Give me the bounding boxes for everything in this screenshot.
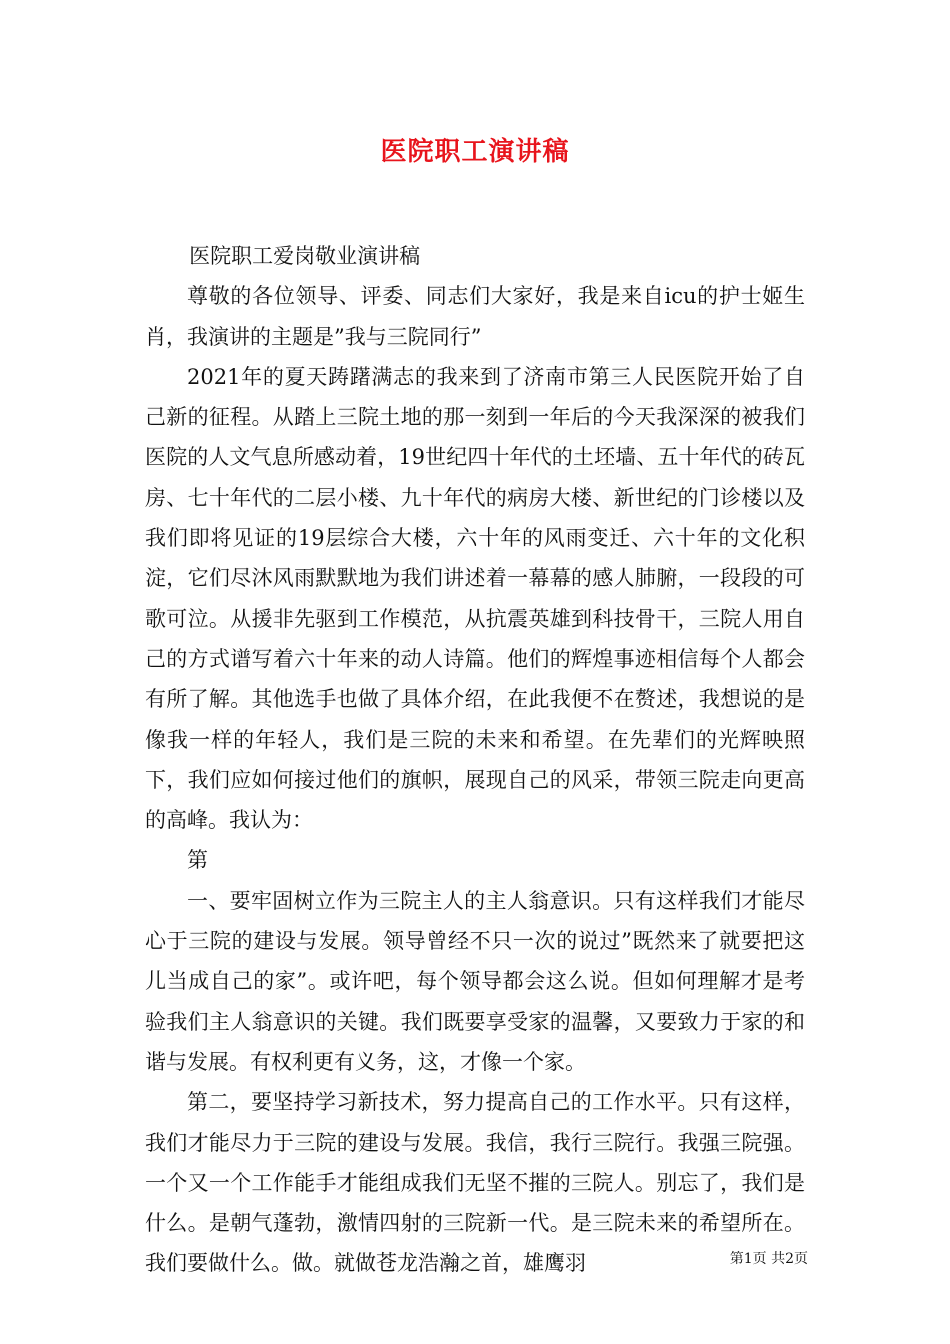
paragraph: 第 <box>187 848 208 873</box>
page-number: 第1页 共2页 <box>729 1251 808 1267</box>
paragraph: 尊敬的各位领导、评委、同志们大家好，我是来自icu的护士姬生肖，我演讲的主题是”我与三院同行” <box>145 284 805 349</box>
paragraph: 2021年的夏天踌躇满志的我来到了济南市第三人民医院开始了自己新的征程。从踏上三院土地的那一刻到一年后的今天我深深的被我们医院的人文气息所感动着，19世纪四十年代的土坯墙、五十年代的砖瓦房、七十年代的二层小楼、九十年代的病房大楼、新世纪的门诊楼以及我们即将见证的19层综合大楼，六十年的风雨变迁、六十年的文化积淀，它们尽沐风雨默默地为我们讲述着一幕幕的感人肺腑，一段段的可歌可泣。从援非先驱到工作模范，从抗震英雄到科技骨干，三院人用自己的方式谱写着六十年来的动人诗篇。他们的辉煌事迹相信每个人都会有所了解。其他选手也做了具体介绍，在此我便不在赘述，我想说的是像我一样的年轻人，我们是三院的未来和希望。在先辈们的光辉映照下，我们应如何接过他们的旗帜，展现自己的风采，带领三院走向更高的高峰。我认为： <box>145 364 805 833</box>
paragraph: 第二，要坚持学习新技术，努力提高自己的工作水平。只有这样，我们才能尽力于三院的建设与发展。我信，我行三院行。我强三院强。一个又一个工作能手才能组成我们无坚不摧的三院人。别忘了，我们是什么。是朝气蓬勃，激情四射的三院新一代。是三院未来的希望所在。我们要做什么。做。就做苍龙浩瀚之首，雄鹰羽 <box>145 1090 805 1276</box>
document-title: 医院职工演讲稿 <box>380 137 570 167</box>
paragraph: 一、要牢固树立作为三院主人的主人翁意识。只有这样我们才能尽心于三院的建设与发展。领导曾经不只一次的说过”既然来了就要把这儿当成自己的家”。或许吧，每个领导都会这么说。但如何理解才是考验我们主人翁意识的关键。我们既要享受家的温馨，又要致力于家的和谐与发展。有权利更有义务，这，才像一个家。 <box>145 888 805 1074</box>
document-body <box>145 236 805 1284</box>
subtitle-paragraph: 医院职工爱岗敬业演讲稿 <box>189 244 421 268</box>
